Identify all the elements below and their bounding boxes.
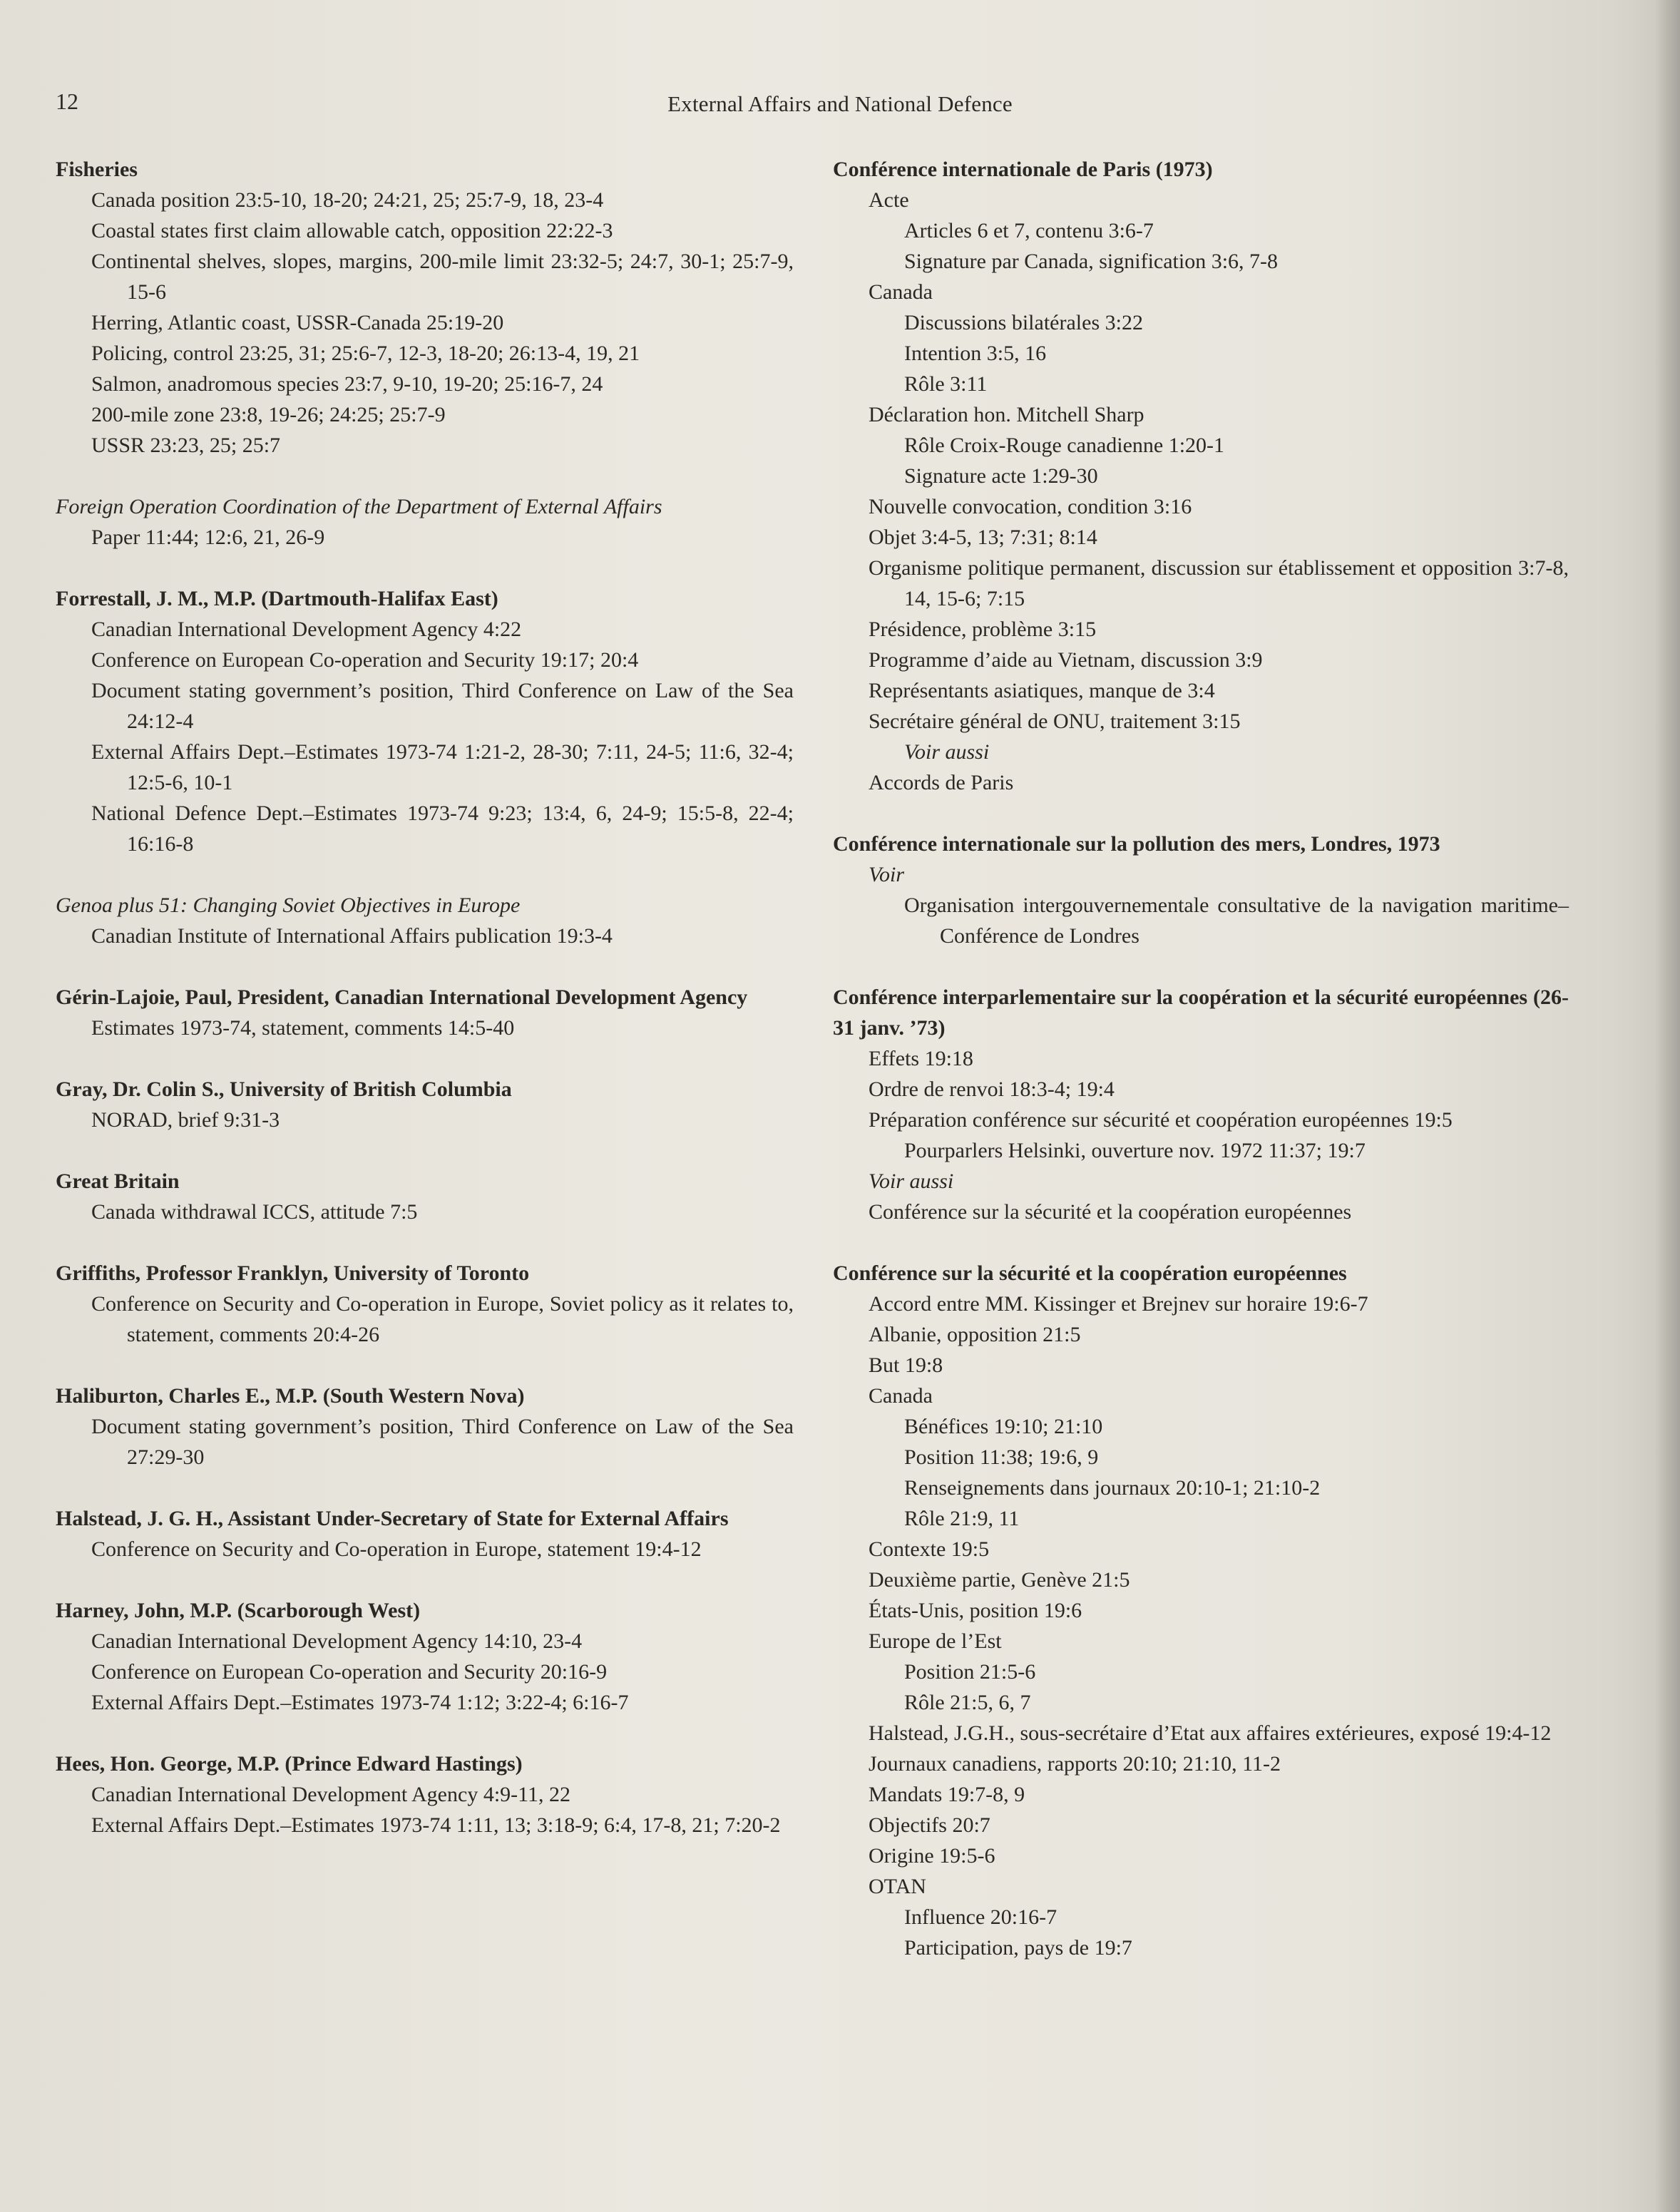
index-subentry: Intention 3:5, 16 bbox=[904, 342, 1047, 365]
index-subentry: Canada withdrawal ICCS, attitude 7:5 bbox=[91, 1200, 418, 1224]
index-subentry: Canada position 23:5-10, 18-20; 24:21, 25; 25:7-9, 18, 23-4 bbox=[91, 188, 604, 212]
index-subentry: Conference on European Co-operation and Security 20:16-9 bbox=[91, 1660, 608, 1684]
index-subentry: Position 11:38; 19:6, 9 bbox=[904, 1445, 1099, 1469]
index-heading: Gray, Dr. Colin S., University of British Columbia bbox=[56, 1077, 512, 1101]
index-column-right bbox=[833, 154, 1569, 1963]
index-subentry: USSR 23:23, 25; 25:7 bbox=[91, 434, 281, 457]
index-subentry: Rôle Croix-Rouge canadienne 1:20-1 bbox=[904, 434, 1225, 457]
index-subentry: Voir aussi bbox=[869, 1169, 954, 1193]
index-subentry: Organisme politique permanent, discussion sur établissement et opposition 3:7-8, 14, 15-6; 7:15 bbox=[869, 556, 1569, 610]
index-entry-conference-interparlementaire-sur-la-coo bbox=[833, 982, 1569, 1227]
index-subentry: Accords de Paris bbox=[869, 771, 1014, 794]
index-heading: Genoa plus 51: Changing Soviet Objectives in Europe bbox=[56, 893, 521, 917]
running-head: External Affairs and National Defence bbox=[667, 91, 1013, 116]
index-entry-foreign-operation-coordination-of-the-de bbox=[56, 491, 794, 553]
index-subentry: Objectifs 20:7 bbox=[869, 1813, 990, 1837]
index-entry-fisheries bbox=[56, 154, 794, 461]
index-subentry: Programme d’aide au Vietnam, discussion 3:9 bbox=[869, 648, 1263, 672]
index-subentry: Secrétaire général de ONU, traitement 3:15 bbox=[869, 710, 1241, 733]
index-subentry: États-Unis, position 19:6 bbox=[869, 1599, 1082, 1622]
index-subentry: Rôle 3:11 bbox=[904, 372, 988, 396]
index-subentry: Canadian Institute of International Affairs publication 19:3-4 bbox=[91, 924, 613, 948]
index-entry-conference-internationale-de-paris-1973 bbox=[833, 154, 1569, 798]
index-subentry: Coastal states first claim allowable catch, opposition 22:22-3 bbox=[91, 219, 613, 242]
index-heading: Forrestall, J. M., M.P. (Dartmouth-Halifax East) bbox=[56, 587, 498, 610]
index-subentry: Canadian International Development Agency 4:9-11, 22 bbox=[91, 1783, 571, 1806]
index-subentry: Europe de l’Est bbox=[869, 1629, 1002, 1653]
index-subentry: External Affairs Dept.–Estimates 1973-74 1:21-2, 28-30; 7:11, 24-5; 11:6, 32-4; 12:5-6, 10-1 bbox=[91, 740, 794, 794]
index-subentry: Voir aussi bbox=[904, 740, 990, 764]
index-subentry: NORAD, brief 9:31-3 bbox=[91, 1108, 280, 1132]
index-subentry: Objet 3:4-5, 13; 7:31; 8:14 bbox=[869, 526, 1097, 549]
index-subentry: Accord entre MM. Kissinger et Brejnev sur horaire 19:6-7 bbox=[869, 1292, 1368, 1316]
index-entry-gerin-lajoie-paul-president-canadian-int bbox=[56, 982, 794, 1043]
index-subentry: Salmon, anadromous species 23:7, 9-10, 19-20; 25:16-7, 24 bbox=[91, 372, 603, 396]
index-entry-harney-john-m-p-scarborough-west bbox=[56, 1595, 794, 1718]
index-subentry: Organisation intergouvernementale consultative de la navigation maritime–Conférence de Londres bbox=[904, 893, 1569, 948]
index-subentry: Articles 6 et 7, contenu 3:6-7 bbox=[904, 219, 1154, 242]
index-subentry: Discussions bilatérales 3:22 bbox=[904, 311, 1143, 334]
index-subentry: Ordre de renvoi 18:3-4; 19:4 bbox=[869, 1077, 1115, 1101]
index-subentry: Influence 20:16-7 bbox=[904, 1905, 1057, 1929]
index-subentry: Présidence, problème 3:15 bbox=[869, 618, 1097, 641]
index-subentry: Estimates 1973-74, statement, comments 14:5-40 bbox=[91, 1016, 515, 1040]
index-subentry: OTAN bbox=[869, 1875, 926, 1898]
index-subentry: Rôle 21:5, 6, 7 bbox=[904, 1691, 1031, 1714]
index-heading: Gérin-Lajoie, Paul, President, Canadian International Development Agency bbox=[56, 985, 748, 1009]
index-entry-genoa-plus-51-changing-soviet-objectives bbox=[56, 890, 794, 951]
index-heading: Griffiths, Professor Franklyn, University of Toronto bbox=[56, 1261, 530, 1285]
index-entry-hees-hon-george-m-p-prince-edward-hastin bbox=[56, 1748, 794, 1840]
index-column-left bbox=[56, 154, 794, 1840]
index-subentry: Rôle 21:9, 11 bbox=[904, 1507, 1020, 1530]
index-subentry: Albanie, opposition 21:5 bbox=[869, 1323, 1081, 1346]
index-subentry: Préparation conférence sur sécurité et coopération européennes 19:5 bbox=[869, 1108, 1453, 1132]
index-subentry: Signature par Canada, signification 3:6, 7-8 bbox=[904, 250, 1279, 273]
index-subentry: 200-mile zone 23:8, 19-26; 24:25; 25:7-9 bbox=[91, 403, 446, 426]
index-subentry: Continental shelves, slopes, margins, 200-mile limit 23:32-5; 24:7, 30-1; 25:7-9, 15-6 bbox=[91, 250, 794, 304]
index-subentry: Effets 19:18 bbox=[869, 1047, 973, 1070]
index-subentry: National Defence Dept.–Estimates 1973-74 9:23; 13:4, 6, 24-9; 15:5-8, 22-4; 16:16-8 bbox=[91, 802, 794, 856]
index-entry-conference-sur-la-securite-et-la-coopera bbox=[833, 1258, 1569, 1963]
index-heading: Haliburton, Charles E., M.P. (South Western Nova) bbox=[56, 1384, 525, 1408]
index-subentry: Canadian International Development Agency 14:10, 23-4 bbox=[91, 1629, 583, 1653]
index-heading: Conférence sur la sécurité et la coopération européennes bbox=[833, 1261, 1347, 1285]
index-subentry: Voir bbox=[869, 863, 905, 886]
index-entry-conference-internationale-sur-la-polluti bbox=[833, 829, 1569, 951]
index-entry-forrestall-j-m-m-p-dartmouth-halifax-eas bbox=[56, 583, 794, 859]
index-subentry: Herring, Atlantic coast, USSR-Canada 25:19-20 bbox=[91, 311, 504, 334]
index-entry-griffiths-professor-franklyn-university- bbox=[56, 1258, 794, 1350]
index-subentry: Participation, pays de 19:7 bbox=[904, 1936, 1132, 1960]
index-subentry: Canada bbox=[869, 1384, 933, 1408]
index-subentry: Mandats 19:7-8, 9 bbox=[869, 1783, 1025, 1806]
index-subentry: Conference on Security and Co-operation in Europe, Soviet policy as it relates to, statement, comments 20:4-26 bbox=[91, 1292, 794, 1346]
index-subentry: Halstead, J.G.H., sous-secrétaire d’Etat aux affaires extérieures, exposé 19:4-12 bbox=[869, 1721, 1552, 1745]
index-heading: Great Britain bbox=[56, 1169, 180, 1193]
index-subentry: Nouvelle convocation, condition 3:16 bbox=[869, 495, 1192, 518]
index-entry-gray-dr-colin-s-university-of-british-co bbox=[56, 1074, 794, 1135]
index-subentry: External Affairs Dept.–Estimates 1973-74 1:11, 13; 3:18-9; 6:4, 17-8, 21; 7:20-2 bbox=[91, 1813, 781, 1837]
index-subentry: Position 21:5-6 bbox=[904, 1660, 1036, 1684]
index-heading: Halstead, J. G. H., Assistant Under-Secretary of State for External Affairs bbox=[56, 1507, 729, 1530]
index-subentry: Journaux canadiens, rapports 20:10; 21:10, 11-2 bbox=[869, 1752, 1281, 1776]
index-heading: Hees, Hon. George, M.P. (Prince Edward Hastings) bbox=[56, 1752, 523, 1776]
index-subentry: Canada bbox=[869, 280, 933, 304]
index-subentry: Renseignements dans journaux 20:10-1; 21:10-2 bbox=[904, 1476, 1321, 1500]
index-subentry: Document stating government’s position, Third Conference on Law of the Sea 27:29-30 bbox=[91, 1415, 794, 1469]
index-heading: Fisheries bbox=[56, 158, 138, 181]
index-subentry: Paper 11:44; 12:6, 21, 26-9 bbox=[91, 526, 325, 549]
index-heading: Conférence internationale de Paris (1973) bbox=[833, 158, 1213, 181]
index-subentry: External Affairs Dept.–Estimates 1973-74 1:12; 3:22-4; 6:16-7 bbox=[91, 1691, 629, 1714]
index-subentry: But 19:8 bbox=[869, 1353, 943, 1377]
index-subentry: Conférence sur la sécurité et la coopération européennes bbox=[869, 1200, 1352, 1224]
index-subentry: Pourparlers Helsinki, ouverture nov. 1972 11:37; 19:7 bbox=[904, 1139, 1366, 1162]
index-heading: Conférence internationale sur la pollution des mers, Londres, 1973 bbox=[833, 832, 1440, 856]
index-heading: Foreign Operation Coordination of the Department of External Affairs bbox=[56, 495, 662, 518]
index-heading: Conférence interparlementaire sur la coopération et la sécurité européennes (26-31 janv. ’73) bbox=[833, 985, 1569, 1040]
page-number: 12 bbox=[56, 88, 78, 114]
index-subentry: Bénéfices 19:10; 21:10 bbox=[904, 1415, 1103, 1438]
index-subentry: Déclaration hon. Mitchell Sharp bbox=[869, 403, 1144, 426]
index-subentry: Signature acte 1:29-30 bbox=[904, 464, 1098, 488]
index-subentry: Policing, control 23:25, 31; 25:6-7, 12-3, 18-20; 26:13-4, 19, 21 bbox=[91, 342, 640, 365]
index-subentry: Canadian International Development Agency 4:22 bbox=[91, 618, 522, 641]
index-subentry: Représentants asiatiques, manque de 3:4 bbox=[869, 679, 1215, 702]
index-subentry: Document stating government’s position, Third Conference on Law of the Sea 24:12-4 bbox=[91, 679, 794, 733]
index-subentry: Deuxième partie, Genève 21:5 bbox=[869, 1568, 1130, 1592]
index-heading: Harney, John, M.P. (Scarborough West) bbox=[56, 1599, 421, 1622]
index-subentry: Conference on Security and Co-operation in Europe, statement 19:4-12 bbox=[91, 1537, 702, 1561]
index-subentry: Contexte 19:5 bbox=[869, 1537, 990, 1561]
index-entry-halstead-j-g-h-assistant-under-secretary bbox=[56, 1503, 794, 1565]
binding-shadow bbox=[1654, 0, 1680, 2212]
index-subentry: Origine 19:5-6 bbox=[869, 1844, 995, 1868]
index-entry-haliburton-charles-e-m-p-south-western-n bbox=[56, 1381, 794, 1473]
index-entry-great-britain bbox=[56, 1166, 794, 1227]
index-subentry: Conference on European Co-operation and Security 19:17; 20:4 bbox=[91, 648, 639, 672]
index-subentry: Acte bbox=[869, 188, 909, 212]
